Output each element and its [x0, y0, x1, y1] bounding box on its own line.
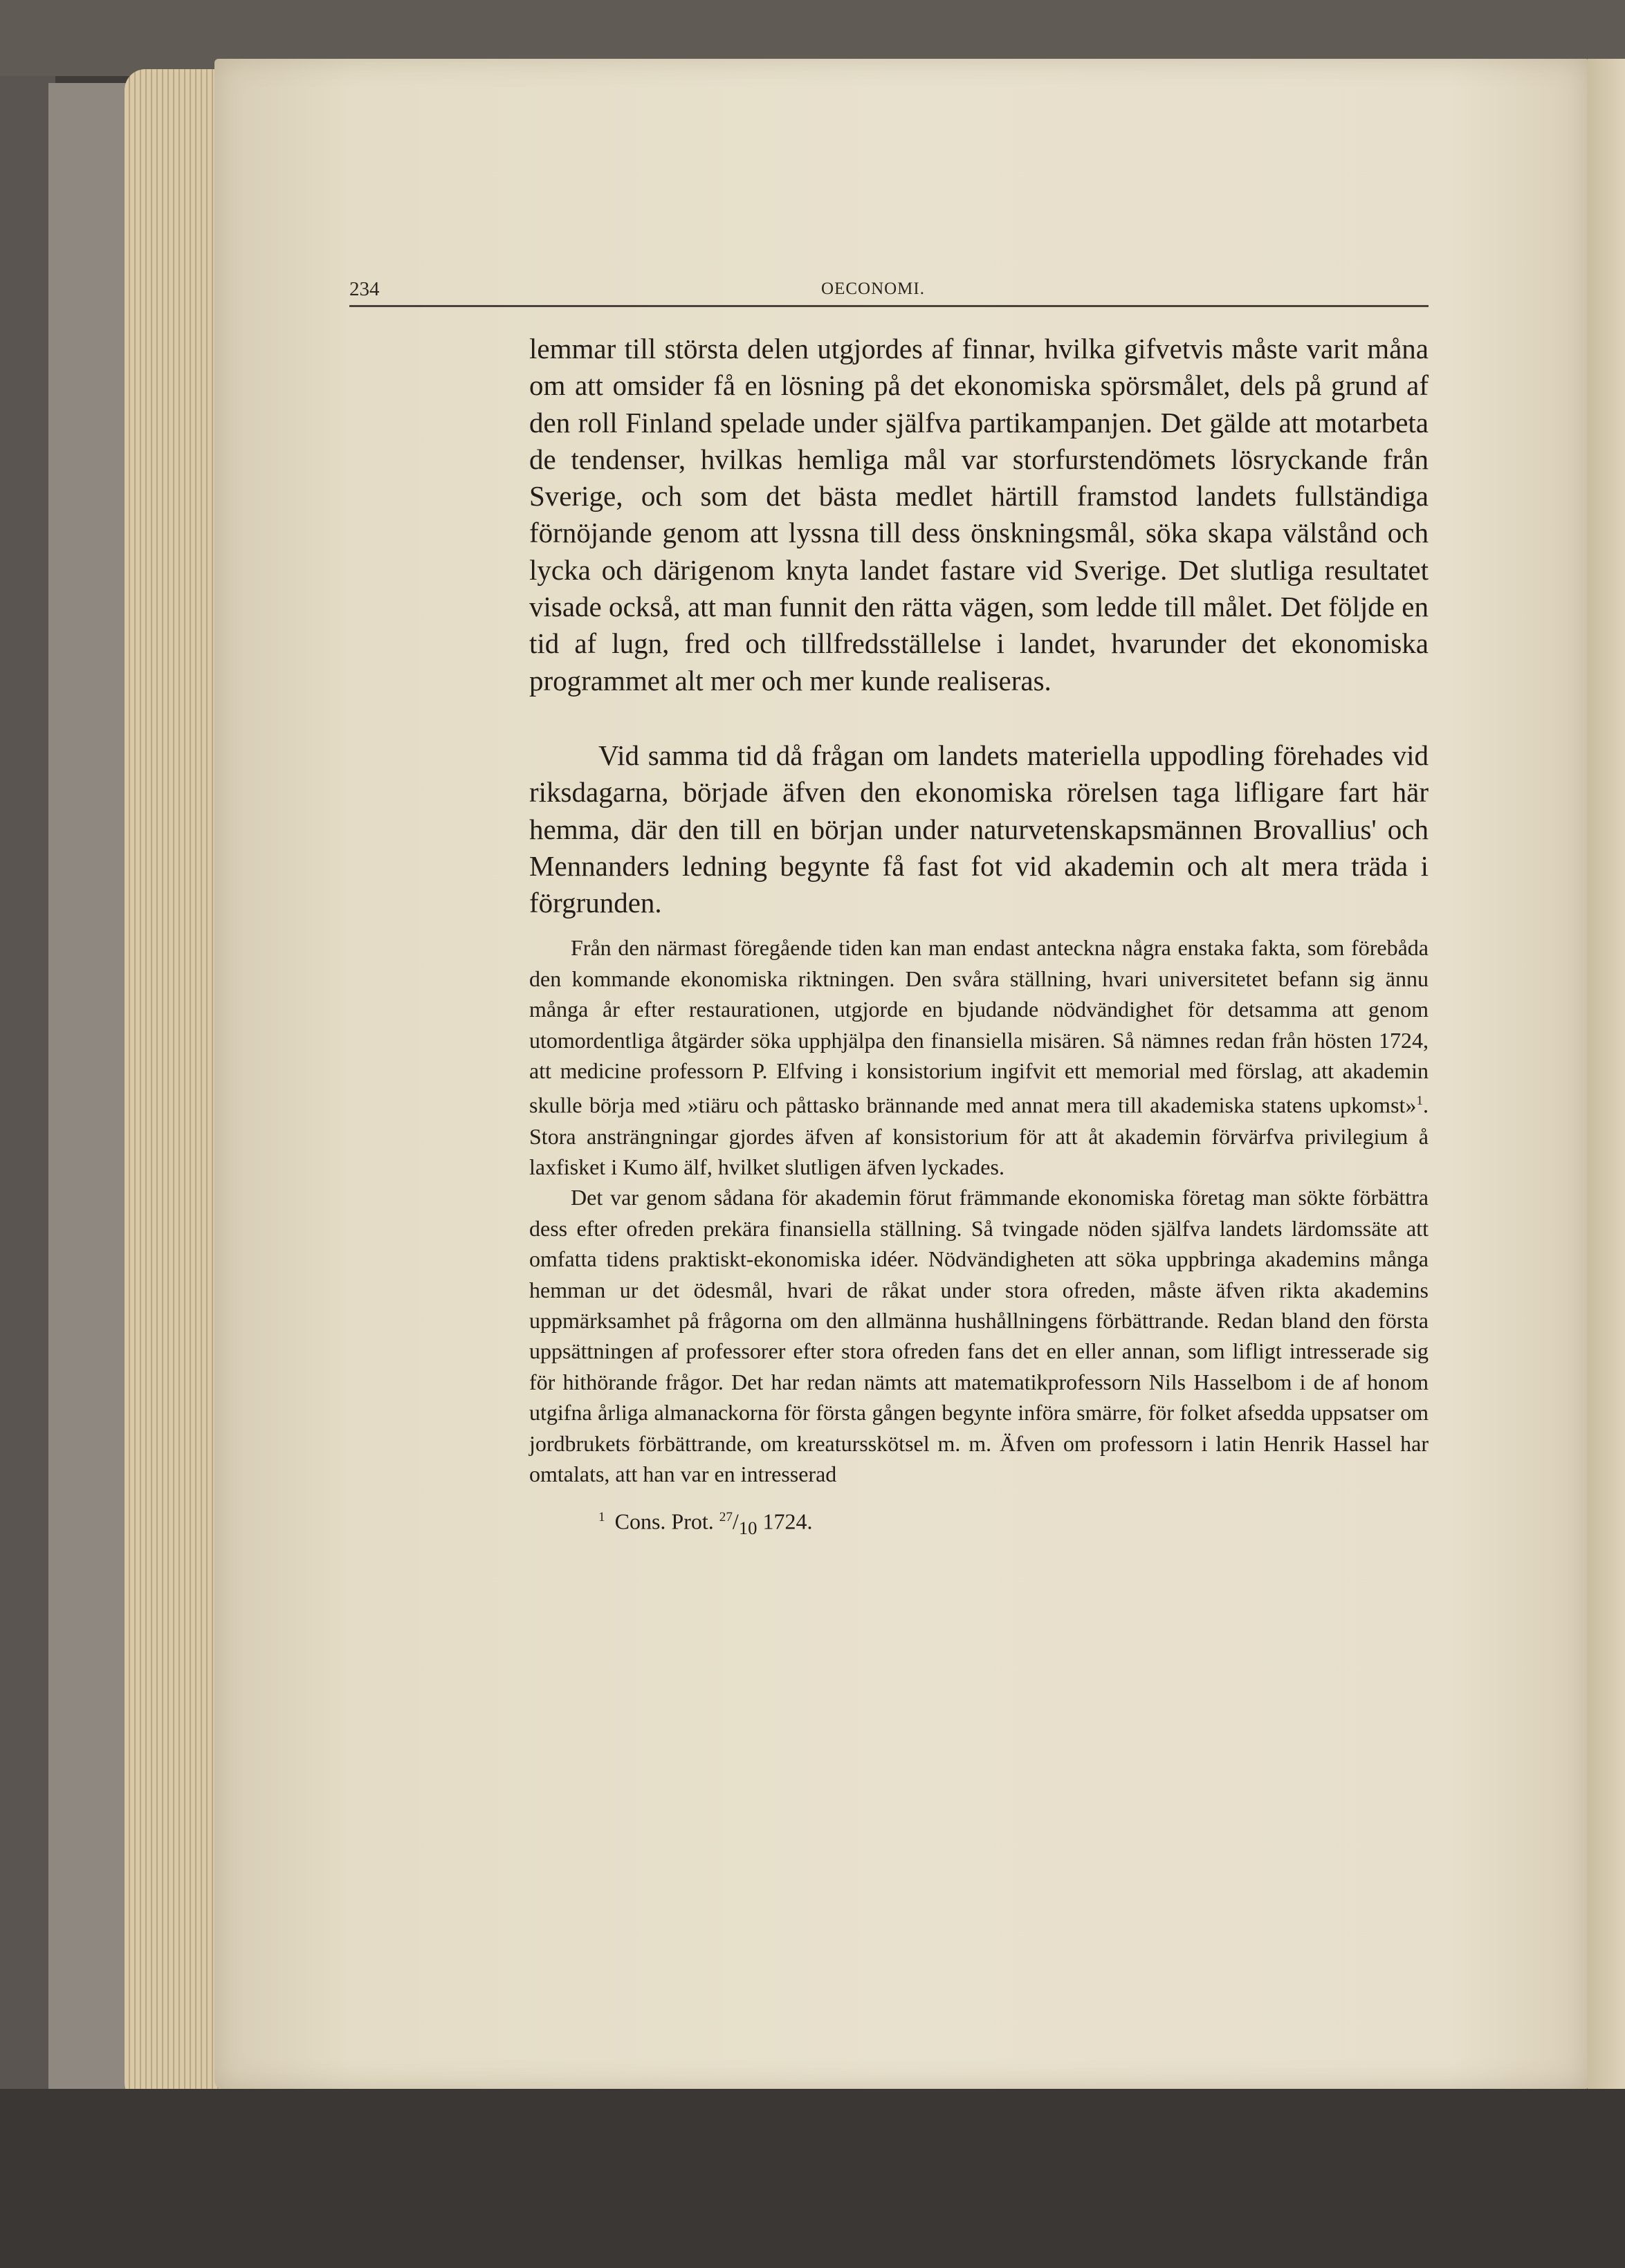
running-head: OECONOMI.	[821, 279, 925, 298]
header-rule	[349, 305, 1429, 307]
paragraph-3-text: Från den närmast föregående tiden kan man endast anteckna några enstaka fakta, som förebåda den kommande ekonomiska riktningen. Den svåra ställning, hvari universitetet befann sig ännu många år efter restaurationen, utgjorde en bjudande nödvändighet för detsamma att genom utomordentliga åtgärder söka upphjälpa den finansiella misären. Så nämnes redan från hösten 1724, att medicine professorn P. Elfving i konsistorium ingifvit ett memorial med förslag, att akademin skulle börja med »tiäru och påttasko brännande med annat mera till akademiska statens upkomst»	[529, 935, 1429, 1118]
paragraph-4: Det var genom sådana för akademin förut främmande ekonomiska företag man sökte förbättra dess efter ofreden prekära finansiella ställning. Så tvingade nöden själfva landets lärdomssäte att omfatta tidens praktiskt-ekonomiska idéer. Nödvändigheten att söka uppbringa akademins många hemman ur det ödesmål, hvari de råkat under stora ofreden, måste äfven rikta akademins uppmärksamhet på frågorna om den allmänna hushållningens förbättrande. Redan bland den första uppsättningen af professorer efter stora ofreden fans det en eller annan, som lifligt intresserade sig för hithörande frågor. Det har redan nämts att matematikprofessorn Nils Hasselbom i de af honom utgifna årliga almanackorna för första gången begynte införa smärre, för folket afsedda uppsatser om jordbrukets förbättrande, om kreatursskötsel m. m. Äfven om professorn i latin Henrik Hassel har omtalats, att han var en intresserad	[529, 1185, 1429, 1487]
footnote: $^1$ Cons. Prot. $^{27}/_{10}$ 1724.	[598, 1509, 813, 1539]
paragraph-3: Från den närmast föregående tiden kan man endast anteckna några enstaka fakta, som förebåda den kommande ekonomiska riktningen. Den svåra ställning, hvari universitetet befann sig ännu många år efter restaurationen, utgjorde en bjudande nödvändighet för detsamma att genom utomordentliga åtgärder söka upphjälpa den finansiella misären. Så nämnes redan från hösten 1724, att medicine professorn P. Elfving i konsistorium ingifvit ett memorial med förslag, att akademin skulle börja med »tiäru och påttasko brännande med annat mera till akademiska statens upkomst»$^1$. Stora ansträngningar gjordes äfven af konsistorium för att åt akademin förvärfva privilegium å laxfisket i Kumo älf, hvilket slutligen äfven lyckades.	[529, 935, 1429, 1179]
scan-background-bottom	[0, 2089, 1625, 2268]
paragraph-1: lemmar till största delen utgjordes af finnar, hvilka gifvetvis måste varit måna om att omsider få en lösning på det ekonomiska spörsmålet, dels på grund af den roll Finland spelade under själfva partikampanjen. Det gälde att motarbeta de tendenser, hvilkas hemliga mål var storfurstendömets lösryckande från Sverige, och som det bästa medlet härtill framstod landets fullständiga förnöjande genom att lyssna till dess önskningsmål, söka skapa välstånd och lycka och därigenom knyta landet fastare vid Sverige. Det slutliga resultatet visade också, att man funnit den rätta vägen, som ledde till målet. Det följde en tid af lugn, fred och tillfredsställelse i landet, hvarunder det ekonomiska programmet alt mer och mer kunde realiseras.	[529, 333, 1429, 697]
page-header	[349, 271, 1429, 306]
footnote-marker: 1	[598, 1510, 605, 1525]
footnote-year: 1724.	[762, 1509, 813, 1535]
scan-background-left	[0, 0, 55, 2268]
footnote-date-day: 27	[719, 1510, 733, 1525]
footnote-date-month: 10	[738, 1518, 758, 1539]
paragraph-3-continuation: Stora ansträngningar gjordes äfven af konsistorium för att åt akademin förvärfva privilegium å laxfisket i Kumo älf, hvilket slutligen äfven lyckades.	[529, 1123, 1429, 1179]
footnote-reference: 1	[1416, 1094, 1423, 1109]
page-body	[529, 331, 1429, 1542]
paragraph-2: Vid samma tid då frågan om landets materiella uppodling förehades vid riksdagarna, började äfven den ekonomiska rörelsen taga lifligare fart här hemma, där den till en början under naturvetenskapsmännen Brovallius' och Mennanders ledning begynte få fast fot vid akademin och alt mera träda i förgrunden.	[529, 739, 1429, 919]
facing-page-edge	[1588, 59, 1625, 2089]
footnote-source: Cons. Prot.	[614, 1509, 714, 1535]
page-number: 234	[349, 278, 380, 300]
